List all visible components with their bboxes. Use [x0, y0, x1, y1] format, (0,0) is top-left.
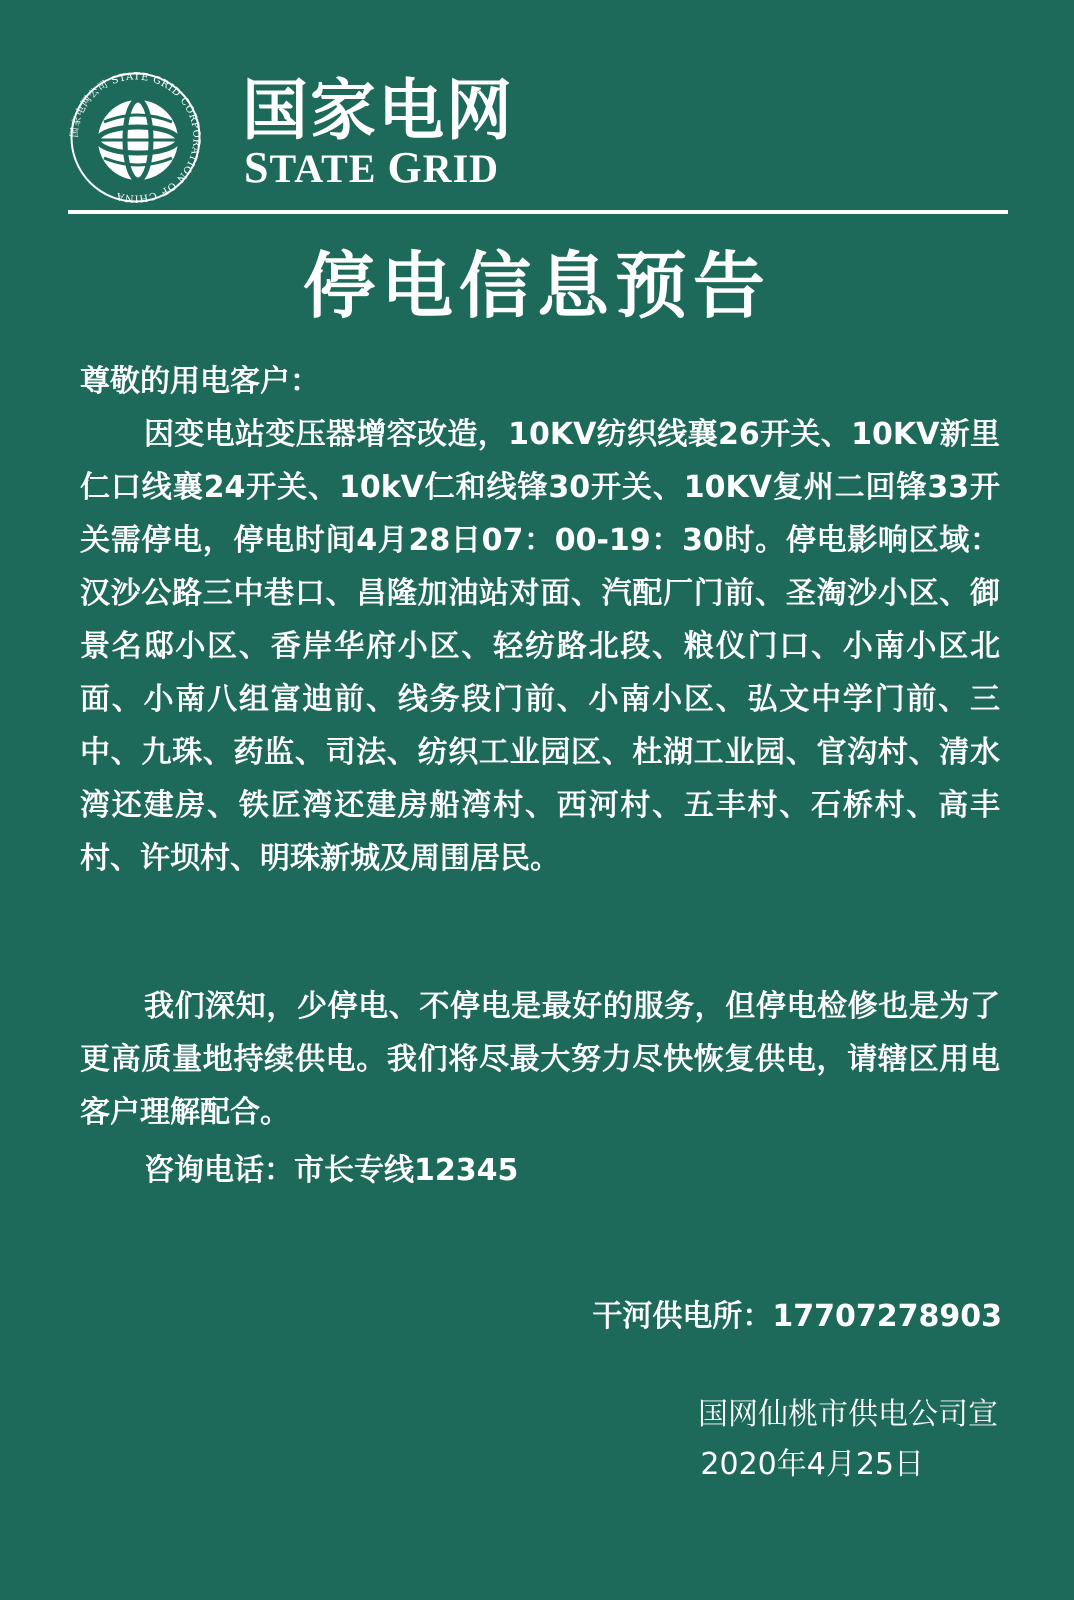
- brand-en-g: G: [387, 143, 423, 192]
- state-grid-logo-icon: [68, 70, 203, 205]
- issuer-signature: 国网仙桃市供电公司宣: [698, 1397, 998, 1432]
- salutation: 尊敬的用电客户：: [80, 364, 320, 399]
- header-divider: [68, 210, 1008, 214]
- service-statement-paragraph: 我们深知，少停电、不停电是最好的服务，但停电检修也是为了更高质量地持续供电。我们将尽最大努力尽快恢复供电，请辖区用电客户理解配合。: [80, 989, 1000, 1130]
- issue-date: 2020年4月25日: [700, 1447, 924, 1482]
- brand-name-en: [244, 143, 500, 192]
- brand-en-s: S: [244, 143, 270, 192]
- notice-title: 停电信息预告: [302, 244, 771, 328]
- consult-hotline: 咨询电话：市长专线12345: [144, 1153, 519, 1188]
- brand-name-cn: 国家电网: [242, 72, 514, 149]
- outage-details-paragraph: 因变电站变压器增容改造，10KV纺织线襄26开关、10KV新里仁口线襄24开关、10kV仁和线锋30开关、10KV复州二回锋33开关需停电，停电时间4月28日07：00-19：30时。停电影响区域：汉沙公路三中巷口、昌隆加油站对面、汽配厂门前、圣淘沙小区、御景名邸小区、香岸华府小区、轻纺路北段、粮仪门口、小南小区北面、小南八组富迪前、线务段门前、小南小区、弘文中学门前、三中、九珠、药监、司法、纺织工业园区、杜湖工业园、官沟村、清水湾还建房、铁匠湾还建房船湾村、西河村、五丰村、石桥村、高丰村、许坝村、明珠新城及周围居民。: [80, 417, 1000, 876]
- logo-ring-text: 国家电网公司 STATE GRID CORPORATION OF CHINA: [69, 71, 202, 204]
- brand-en-rid: RID: [422, 146, 500, 191]
- station-contact: 干河供电所：17707278903: [592, 1299, 1002, 1334]
- brand-en-tate: TATE: [269, 146, 388, 191]
